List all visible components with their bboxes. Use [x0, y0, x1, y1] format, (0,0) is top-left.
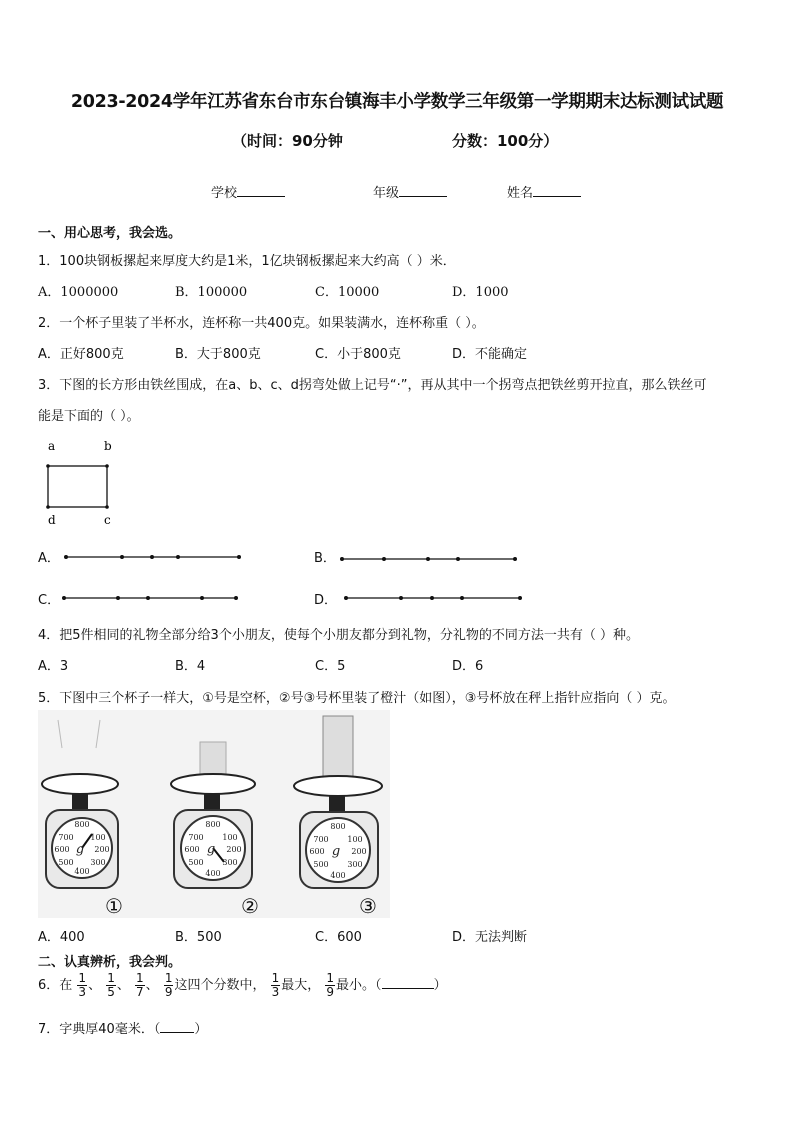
svg-text:100: 100	[222, 833, 238, 842]
q2-option-b[interactable]: B．大于800克	[175, 347, 261, 362]
corner-label-b: b	[104, 439, 112, 453]
q4-option-d[interactable]: D．6	[452, 659, 484, 674]
q3-option-a-line	[60, 551, 245, 563]
corner-dot	[105, 505, 109, 509]
scales-figure	[38, 710, 390, 918]
q2-option-a[interactable]: A．正好800克	[38, 347, 124, 362]
svg-text:600: 600	[184, 845, 200, 854]
q3-text-line1: 3．下图的长方形由铁丝围成，在a、b、c、d拐弯处做上记号“·”，再从其中一个拐弯点把铁丝剪开拉直，那么铁丝可	[38, 378, 707, 393]
exam-score: 分数：100分）	[452, 132, 559, 150]
svg-text:400: 400	[330, 871, 346, 880]
svg-text:100: 100	[347, 835, 363, 844]
svg-text:500: 500	[188, 858, 204, 867]
q5-option-c[interactable]: C．600	[315, 930, 362, 945]
scale-number-1: ①	[105, 894, 123, 918]
page-title: 2023-2024学年江苏省东台市东台镇海丰小学数学三年级第一学期期末达标测试试题	[70, 92, 724, 112]
svg-text:g: g	[75, 842, 85, 857]
wire-rectangle	[48, 466, 107, 507]
svg-text:g: g	[331, 844, 341, 859]
svg-text:400: 400	[74, 867, 90, 876]
svg-text:500: 500	[58, 858, 74, 867]
corner-dot	[46, 505, 50, 509]
svg-text:700: 700	[58, 833, 74, 842]
corner-label-a: a	[48, 439, 56, 453]
q5-option-b[interactable]: B．500	[175, 930, 222, 945]
svg-text:300: 300	[90, 858, 106, 867]
q3-option-d[interactable]: D．	[314, 593, 338, 608]
corner-label-c: c	[104, 513, 111, 527]
school-label: 学校	[211, 186, 238, 201]
svg-text:800: 800	[205, 820, 221, 829]
corner-dot	[46, 464, 50, 468]
q5-option-d[interactable]: D．无法判断	[452, 930, 528, 945]
q4-text: 4．把5件相同的礼物全部分给3个小朋友，使每个小朋友都分到礼物，分礼物的不同方法一共有（ ）种。	[38, 628, 639, 643]
name-label: 姓名	[507, 186, 534, 201]
scale-number-3: ③	[359, 894, 377, 918]
svg-text:200: 200	[226, 845, 242, 854]
q3-option-c-line	[58, 592, 243, 604]
section1-title: 一、用心思考，我会选。	[38, 226, 182, 241]
svg-text:800: 800	[74, 820, 90, 829]
exam-time: （时间：90分钟	[232, 132, 343, 150]
svg-text:200: 200	[94, 845, 110, 854]
svg-text:100: 100	[90, 833, 106, 842]
q5-option-a[interactable]: A．400	[38, 930, 85, 945]
q3-option-c[interactable]: C．	[38, 593, 61, 608]
rectangle-diagram	[38, 436, 128, 531]
q3-option-d-line	[340, 592, 525, 604]
q2-text: 2．一个杯子里装了半杯水，连杯称一共400克。如果装满水，连杯称重（ ）。	[38, 316, 485, 331]
q4-option-b[interactable]: B．4	[175, 659, 206, 674]
q3-text-line2: 能是下面的（ ）。	[38, 409, 140, 424]
q1-option-a[interactable]: A．1000000	[38, 285, 119, 300]
svg-text:800: 800	[330, 822, 346, 831]
section2-title: 二、认真辨析，我会判。	[38, 955, 182, 970]
corner-dot	[105, 464, 109, 468]
q1-option-d[interactable]: D．1000	[452, 285, 509, 300]
svg-text:600: 600	[54, 845, 70, 854]
corner-label-d: d	[48, 513, 56, 527]
q5-text: 5．下图中三个杯子一样大，①号是空杯，②号③号杯里装了橙汁（如图），③号杯放在秤上指针应指向（ ）克。	[38, 691, 676, 706]
q6-answer-blank[interactable]	[382, 976, 434, 989]
grade-label: 年级	[373, 186, 400, 201]
svg-text:700: 700	[313, 835, 329, 844]
q1-option-b[interactable]: B．100000	[175, 285, 248, 300]
name-field[interactable]	[507, 182, 581, 201]
q3-option-b[interactable]: B．	[314, 551, 336, 566]
q7-text: 7．字典厚40毫米．（ ）	[38, 1022, 208, 1037]
svg-text:200: 200	[351, 847, 367, 856]
q3-option-a[interactable]: A．	[38, 551, 60, 566]
grade-field[interactable]	[373, 182, 447, 201]
q3-option-b-line	[336, 553, 521, 565]
q2-option-d[interactable]: D．不能确定	[452, 347, 528, 362]
svg-text:400: 400	[205, 869, 221, 878]
svg-text:g: g	[206, 842, 216, 857]
q6-text: 6．在 $\frac{1}{3}$ 、 $\frac{1}{5}$ 、 $\frac{1}{7}$ 、 $\frac{1}{9}$ 这四个分数中， $\frac{1}{3}$ 最大， $\frac{1}{9}$ 最小。（ ）	[38, 971, 447, 999]
q4-option-a[interactable]: A．3	[38, 659, 69, 674]
q7-answer-blank[interactable]	[160, 1020, 194, 1033]
svg-text:600: 600	[309, 847, 325, 856]
q1-option-c[interactable]: C．10000	[315, 285, 380, 300]
svg-text:500: 500	[313, 860, 329, 869]
scale-number-2: ②	[241, 894, 259, 918]
q2-option-c[interactable]: C．小于800克	[315, 347, 401, 362]
svg-text:300: 300	[347, 860, 363, 869]
svg-text:300: 300	[222, 858, 238, 867]
q1-text: 1．100块钢板摞起来厚度大约是1米，1亿块钢板摞起来大约高（ ）米．	[38, 254, 456, 269]
q4-option-c[interactable]: C．5	[315, 659, 346, 674]
school-field[interactable]	[211, 182, 285, 201]
svg-text:700: 700	[188, 833, 204, 842]
